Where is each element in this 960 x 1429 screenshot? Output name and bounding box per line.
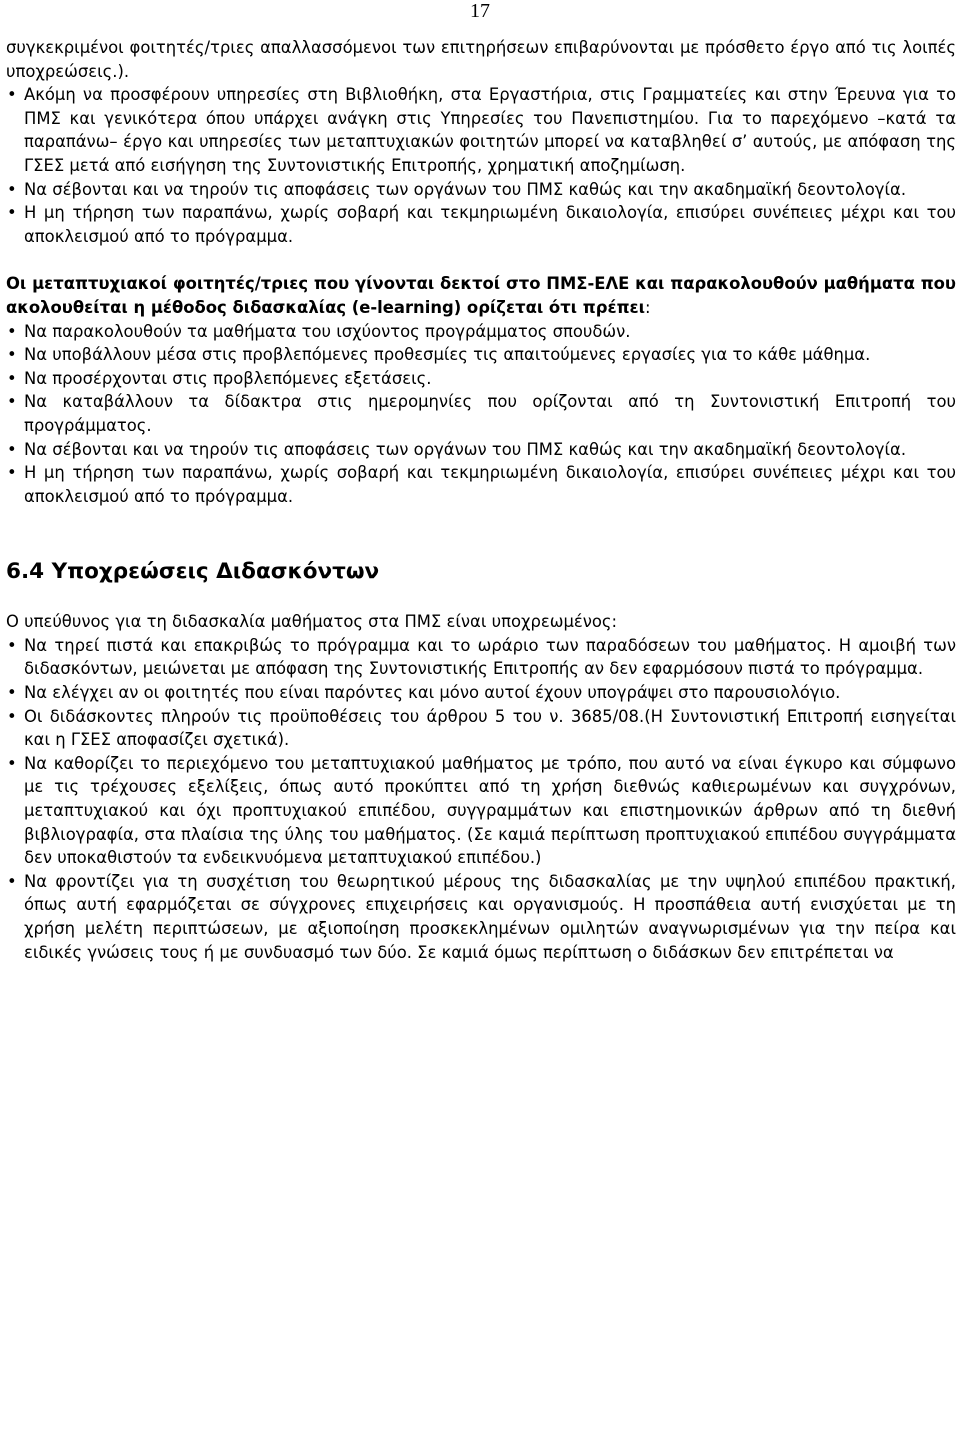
section-heading: 6.4 Υποχρεώσεις Διδασκόντων bbox=[6, 559, 380, 585]
list-item: • Η μη τήρηση των παραπάνω, χωρίς σοβαρή και τεκμηριωμένη δικαιολογία, επισύρει συνέπειες μέχρι και του αποκλεισμού από το πρόγραμμα. bbox=[6, 461, 956, 508]
list-item: • Να φροντίζει για τη συσχέτιση του θεωρητικού μέρους της διδασκαλίας με την υψηλού επιπέδου πρακτική, όπως αυτή εφαρμόζεται σε σύγχρονες επιχειρήσεις και οργανισμούς. Η προσπάθεια αυτή ενισχύεται με τη χρήση μελέτη περιπτώσεων, με αξιοποίηση προσκεκλημένων ομιλητών αναγνωρισμένων για την πείρα και ειδικές γνώσεις τους ή με συνδυασμό των δύο. Σε καμιά όμως περίπτωση ο διδάσκων δεν επιτρέπεται να bbox=[6, 870, 956, 964]
section-intro: Ο υπεύθυνος για τη διδασκαλία μαθήματος στα ΠΜΣ είναι υποχρεωμένος: bbox=[6, 612, 618, 632]
list-item: • Να καταβάλλουν τα δίδακτρα στις ημερομηνίες που ορίζονται από τη Συντονιστική Επιτροπή του προγράμματος. bbox=[6, 390, 956, 437]
list-item: • Να παρακολουθούν τα μαθήματα του ισχύοντος προγράμματος σπουδών. bbox=[6, 320, 956, 344]
elearning-lead-paragraph bbox=[6, 272, 956, 319]
student-duties-list bbox=[6, 83, 956, 248]
elearning-duties-list bbox=[6, 320, 956, 509]
elearning-lead-bold: Οι μεταπτυχιακοί φοιτητές/τριες που γίνονται δεκτοί στο ΠΜΣ-ΕΛΕ και παρακολουθούν μαθήματα που ακολουθείται η μέθοδος διδασκαλίας (e-learning) ορίζεται ότι πρέπει bbox=[6, 274, 956, 317]
list-item: • Να τηρεί πιστά και επακριβώς το πρόγραμμα και το ωράριο των παραδόσεων του μαθήματος. Η αμοιβή των διδασκόντων, μειώνεται με απόφαση της Συντονιστικής Επιτροπής αν δεν εφαρμόσουν πιστά το πρόγραμμα. bbox=[6, 634, 956, 681]
list-item: • Ακόμη να προσφέρουν υπηρεσίες στη Βιβλιοθήκη, στα Εργαστήρια, στις Γραμματείες και στην Έρευνα για το ΠΜΣ και γενικότερα όπου υπάρχει ανάγκη στις Υπηρεσίες του Πανεπιστημίου. Για το παρεχόμενο –κατά τα παραπάνω– έργο και υπηρεσίες των μεταπτυχιακών φοιτητών μπορεί να καταβληθεί σ’ αυτούς, με απόφαση της ΓΣΕΣ μετά από εισήγηση της Συντονιστικής Επιτροπής, χρηματική αποζημίωση. bbox=[6, 83, 956, 177]
list-item: • Η μη τήρηση των παραπάνω, χωρίς σοβαρή και τεκμηριωμένη δικαιολογία, επισύρει συνέπειες μέχρι και του αποκλεισμού από το πρόγραμμα. bbox=[6, 201, 956, 248]
list-item: • Να σέβονται και να τηρούν τις αποφάσεις των οργάνων του ΠΜΣ καθώς και την ακαδημαϊκή δεοντολογία. bbox=[6, 178, 956, 202]
list-item: • Να ελέγχει αν οι φοιτητές που είναι παρόντες και μόνο αυτοί έχουν υπογράψει στο παρουσιολόγιο. bbox=[6, 681, 956, 705]
document-body bbox=[6, 36, 956, 964]
list-item: • Να καθορίζει το περιεχόμενο του μεταπτυχιακού μαθήματος με τρόπο, που αυτό να είναι έγκυρο και σύμφωνο με τις τρέχουσες εξελίξεις, όπως αυτό προκύπτει από τη χρήση διεθνώς καθιερωμένων και συγχρόνων, μεταπτυχιακού και όχι προπτυχιακού επιπέδου, συγγραμμάτων και επιστημονικών άρθρων από τη διεθνή βιβλιογραφία, στα πλαίσια της ύλης του μαθήματος. (Σε καμιά περίπτωση προπτυχιακού επιπέδου συγγράμματα δεν υποκαθιστούν τα ενδεικνυόμενα μεταπτυχιακού επιπέδου.) bbox=[6, 752, 956, 870]
continuation-paragraph: συγκεκριμένοι φοιτητές/τριες απαλλασσόμενοι των επιτηρήσεων επιβαρύνονται με πρόσθετο έργο από τις λοιπές υποχρεώσεις.). bbox=[6, 38, 956, 81]
instructor-duties-list bbox=[6, 634, 956, 964]
list-item: • Να προσέρχονται στις προβλεπόμενες εξετάσεις. bbox=[6, 367, 956, 391]
list-item: • Να υποβάλλουν μέσα στις προβλεπόμενες προθεσμίες τις απαιτούμενες εργασίες για το κάθε μάθημα. bbox=[6, 343, 956, 367]
list-item: • Να σέβονται και να τηρούν τις αποφάσεις των οργάνων του ΠΜΣ καθώς και την ακαδημαϊκή δεοντολογία. bbox=[6, 438, 956, 462]
page-number: 17 bbox=[470, 0, 490, 22]
list-item: • Οι διδάσκοντες πληρούν τις προϋποθέσεις του άρθρου 5 του ν. 3685/08.(Η Συντονιστική Επιτροπή εισηγείται και η ΓΣΕΣ αποφασίζει σχετικά). bbox=[6, 705, 956, 752]
elearning-lead-colon: : bbox=[645, 297, 651, 317]
